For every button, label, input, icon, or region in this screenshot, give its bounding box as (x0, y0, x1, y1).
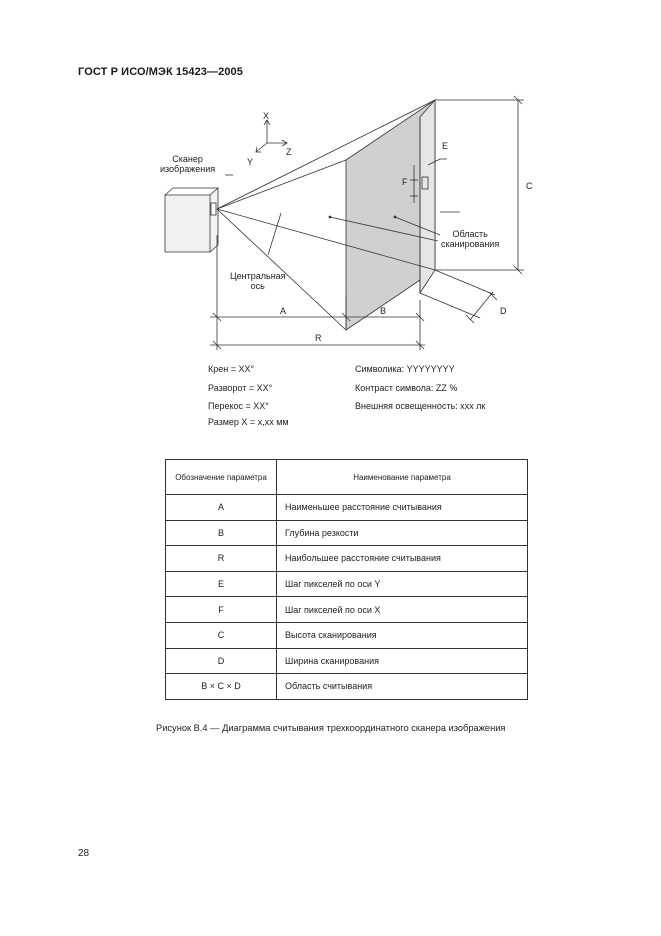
table-row (166, 495, 528, 521)
page-number: 28 (78, 848, 90, 859)
dimension-d-label: D (500, 306, 507, 316)
param-contrast: Контраст символа: ZZ % (355, 382, 458, 393)
dimension-e-label: E (442, 141, 449, 151)
table-row (166, 622, 528, 648)
axis-z-label: Z (286, 147, 292, 157)
figure-caption: Рисунок В.4 — Диаграмма считывания трехкоординатного сканера изображения (156, 723, 506, 733)
table-row (166, 546, 528, 572)
row-code: F (166, 597, 277, 623)
row-code: C (166, 622, 277, 648)
row-code: B × C × D (166, 674, 277, 700)
param-skew: Перекос = XX° (208, 401, 269, 411)
row-code: R (166, 546, 277, 572)
table-row (166, 520, 528, 546)
row-name: Наибольшее расстояние считывания (277, 546, 528, 572)
row-name: Шаг пикселей по оси X (277, 597, 528, 623)
table-header-row (166, 460, 528, 495)
param-size-x: Размер X = x,xx мм (208, 416, 289, 427)
param-illumination: Внешняя освещенность: xxx лк (355, 401, 486, 411)
scanner-diagram (150, 95, 540, 355)
column-header-code: Обозначение параметра (166, 460, 277, 495)
dimension-c-label: C (526, 181, 533, 191)
axis-y-label: Y (247, 157, 254, 167)
table-row (166, 571, 528, 597)
param-symbology: Символика: YYYYYYYY (355, 364, 455, 374)
row-code: D (166, 648, 277, 674)
params-right (355, 363, 485, 419)
dimension-b-label: B (380, 306, 387, 316)
row-name: Глубина резкости (277, 520, 528, 546)
param-roll: Крен = XX° (208, 364, 255, 374)
scan-area-label: Область сканирования (441, 229, 500, 249)
row-name: Ширина сканирования (277, 648, 528, 674)
central-axis-label: Центральная ось (230, 271, 286, 291)
param-yaw: Разворот = XX° (208, 382, 273, 393)
table-row (166, 597, 528, 623)
parameters-table (165, 459, 528, 700)
params-left (208, 363, 289, 434)
table-row (166, 674, 528, 700)
scanner-label: Сканер изображения (160, 154, 216, 174)
row-name: Область считывания (277, 674, 528, 700)
row-code: A (166, 495, 277, 521)
row-name: Высота сканирования (277, 622, 528, 648)
scan-volume-side (420, 100, 435, 293)
diagram-drawing (150, 95, 540, 355)
column-header-name: Наименование параметра (277, 460, 528, 495)
dimension-a-label: A (280, 306, 287, 316)
row-code: B (166, 520, 277, 546)
row-code: E (166, 571, 277, 597)
row-name: Наименьшее расстояние считывания (277, 495, 528, 521)
document-header: ГОСТ Р ИСО/МЭК 15423—2005 (78, 66, 243, 78)
table-row (166, 648, 528, 674)
dimension-r-label: R (315, 333, 322, 343)
dimension-f-label: F (402, 177, 408, 187)
row-name: Шаг пикселей по оси Y (277, 571, 528, 597)
scanner-aperture (211, 203, 216, 215)
axis-x-label: X (263, 111, 270, 121)
